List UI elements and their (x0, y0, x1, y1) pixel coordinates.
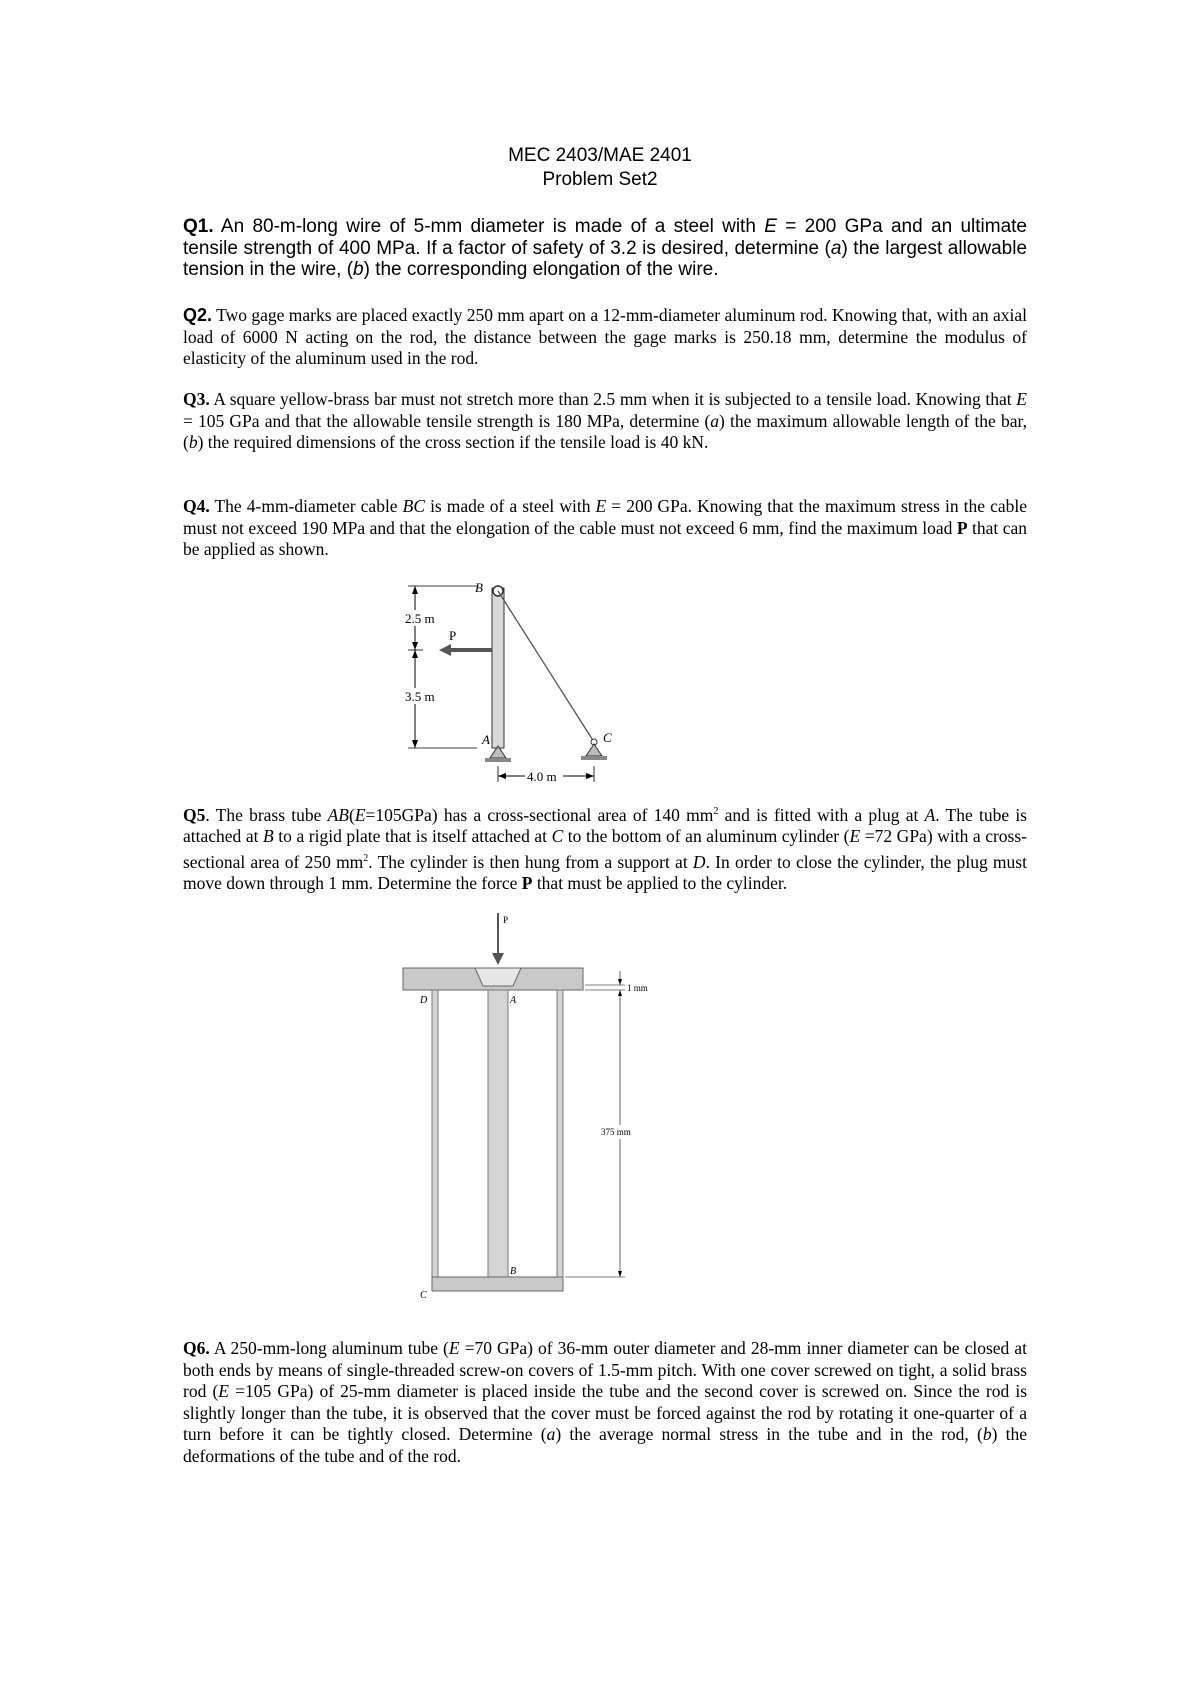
arrowhead (618, 1271, 622, 1277)
rigid-plate-bc (432, 1277, 563, 1291)
dim-label-upper: 2.5 m (405, 611, 435, 626)
cylinder-wall-left (432, 990, 438, 1277)
label-p: P (503, 915, 509, 925)
arrowhead (618, 990, 622, 996)
plug-a (475, 968, 521, 986)
dim-label-length: 375 mm (601, 1127, 631, 1137)
question-label: Q2. (183, 305, 213, 325)
arrowhead (492, 953, 504, 965)
figure-q4-cable-post (395, 580, 645, 805)
arrowhead (412, 650, 418, 658)
label-a: A (482, 732, 490, 747)
question-1: Q1. An 80-m-long wire of 5-mm diameter is made of a steel with E = 200 GPa and an ultimate tensile strength of 400 MPa. If a factor of safety of 3.2 is desired, determine (a) the largest allowable tension in the wire, (b) the corresponding elongation of the wire. (183, 216, 1028, 280)
page-title: Problem Set2 (542, 169, 658, 190)
label-p: P (449, 628, 457, 643)
arrowhead (586, 773, 594, 779)
question-label: Q6. (183, 1338, 210, 1358)
dim-label-lower: 3.5 m (405, 689, 435, 704)
arrowhead (412, 586, 418, 594)
post-ab (492, 588, 504, 748)
support-c (586, 744, 602, 756)
dim-label-base: 4.0 m (527, 769, 557, 784)
cylinder-wall-right (557, 990, 563, 1277)
question-label: Q5 (183, 804, 206, 825)
question-3: Q3. A square yellow-brass bar must not stretch more than 2.5 mm when it is subjected to a tensile load. Knowing that E = 105 GPa and that the allowable tensile strength is 180 MPa, determine (a) the maximum allowable length of the bar, (b) the required dimensions of the cross section if the tensile load is 40 kN. (183, 389, 1027, 452)
label-c: C (420, 1290, 427, 1300)
question-4: Q4. The 4-mm-diameter cable BC is made of a steel with E = 200 GPa. Knowing that the maximum stress in the cable must not exceed 190 MPa and that the elongation of the cable must not exceed 6 mm, find the maximum load P that can be applied as shown. (183, 496, 1028, 559)
arrowhead (618, 979, 622, 985)
question-label: Q3. (183, 389, 210, 409)
arrowhead (412, 740, 418, 748)
cable-bc (498, 591, 594, 742)
figure-q5-cylinder (395, 913, 685, 1300)
brass-tube-ab (488, 990, 508, 1277)
ground-c (581, 756, 607, 760)
label-b: B (510, 1266, 517, 1277)
question-label: Q4. (183, 496, 210, 516)
label-d: D (420, 995, 428, 1006)
arrowhead (412, 642, 418, 650)
course-code: MEC 2403/MAE 2401 (508, 145, 692, 166)
question-label: Q1. (183, 216, 214, 237)
question-2: Q2. Two gage marks are placed exactly 250 mm apart on a 12-mm-diameter aluminum rod. Knowing that, with an axial load of 6000 N acting on the rod, the distance between the gage marks is 250.18 mm, determine the modulus of elasticity of the aluminum used in the rod. (183, 305, 1027, 368)
label-c: C (603, 730, 612, 745)
label-a: A (510, 995, 517, 1006)
ground-a (485, 758, 511, 762)
label-b: B (475, 580, 483, 595)
arrowhead (498, 773, 506, 779)
question-5: Q5. The brass tube AB(E=105GPa) has a cross-sectional area of 140 $mm^2$ and is fitted with a plug at A. The tube is attached at B to a rigid plate that is itself attached at C to the bottom of an aluminum cylinder (E =72 GPa) with a cross-sectional area of 250 $mm^2$. The cylinder is then hung from a support at D. In order to close the cylinder, the plug must move down through 1 mm. Determine the force P that must be applied to the cylinder. (183, 804, 1027, 894)
dim-label-gap: 1 mm (627, 983, 648, 993)
question-6: Q6. A 250-mm-long aluminum tube (E =70 GPa) of 36-mm outer diameter and 28-mm inner diameter can be closed at both ends by means of single-threaded screw-on covers of 1.5-mm pitch. With one cover screwed on tight, a solid brass rod (E =105 GPa) of 25-mm diameter is placed inside the tube and the second cover is screwed on. Since the rod is slightly longer than the tube, it is observed that the cover must be forced against the rod by rotating it one-quarter of a turn before it can be tightly closed. Determine (a) the average normal stress in the tube and in the rod, (b) the deformations of the tube and of the rod. (183, 1338, 1027, 1466)
arrowhead (439, 644, 451, 656)
